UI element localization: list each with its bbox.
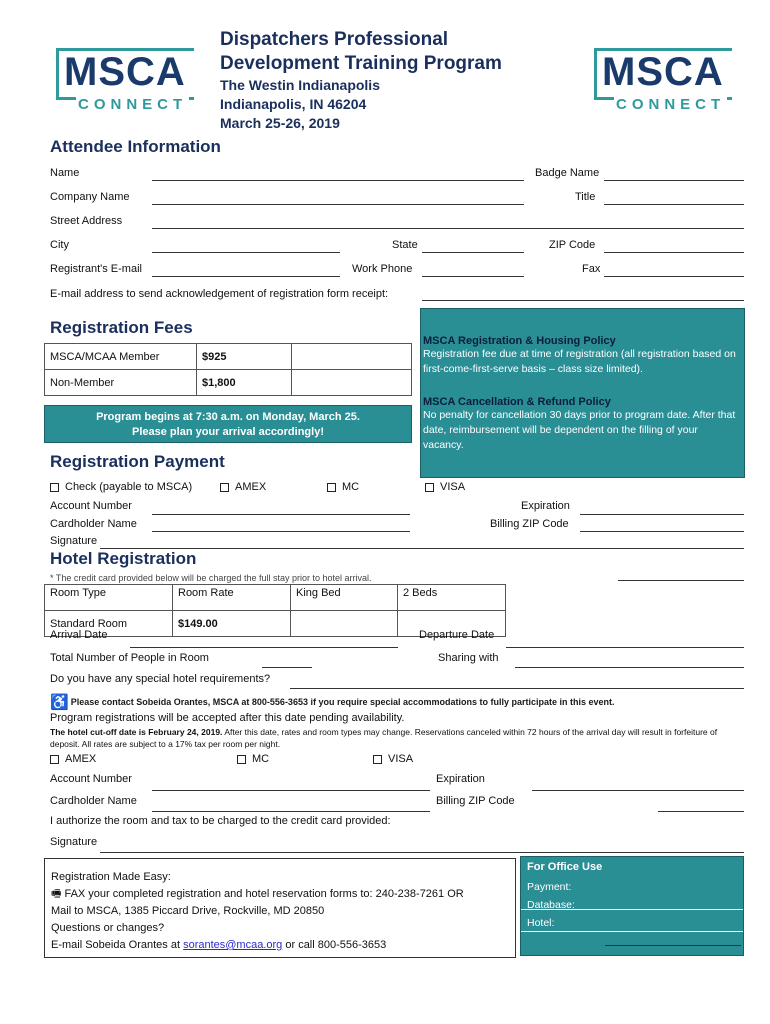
logo-subtext: CONNECT: [616, 96, 726, 113]
email-pre: E-mail Sobeida Orantes at: [51, 939, 184, 951]
zip-field[interactable]: [604, 252, 744, 253]
fees-table: [44, 343, 412, 396]
table-row: [45, 344, 412, 370]
sharing-field[interactable]: [515, 667, 744, 668]
table-row: [45, 370, 412, 396]
billing-zip-field[interactable]: [580, 531, 744, 532]
checkbox[interactable]: [327, 483, 336, 492]
cutoff-bold: The hotel cut-off date is February 24, 2019.: [50, 727, 223, 737]
office-hotel-label: Hotel:: [527, 917, 555, 929]
hotel-note: * The credit card provided below will be charged the full stay prior to hotel arrival.: [50, 573, 372, 583]
cancellation-policy-text: No penalty for cancellation 30 days prior to program date. After that date, reimbursement will be dependent on the filling of your vacancy.: [423, 409, 736, 451]
company-field[interactable]: [152, 204, 524, 205]
email-post: or call 800-556-3653: [282, 939, 387, 951]
room-rate-cell: $149.00: [173, 611, 291, 637]
street-label: Street Address: [50, 215, 123, 227]
arrival-label: Arrival Date: [50, 629, 108, 641]
work-phone-label: Work Phone: [352, 263, 413, 275]
sharing-label: Sharing with: [438, 652, 499, 664]
office-use-heading: For Office Use: [527, 861, 603, 873]
mail-line: Mail to MSCA, 1385 Piccard Drive, Rockville, MD 20850: [51, 905, 325, 917]
logo-text: MSCA: [64, 50, 186, 94]
special-label: Do you have any special hotel requirements?: [50, 673, 271, 685]
badge-name-field[interactable]: [604, 180, 744, 181]
authorize-text: I authorize the room and tax to be charged to the credit card provided:: [50, 815, 391, 827]
name-label: Name: [50, 167, 80, 179]
event-title-line1: Dispatchers Professional: [220, 29, 449, 50]
state-label: State: [392, 239, 418, 251]
state-field[interactable]: [422, 252, 524, 253]
account-field[interactable]: [152, 514, 410, 515]
event-venue: The Westin Indianapolis: [220, 77, 380, 93]
hotel-signature-label: Signature: [50, 836, 98, 848]
made-easy-heading: Registration Made Easy:: [51, 871, 171, 883]
questions-line: Questions or changes?: [51, 922, 165, 934]
cardholder-field[interactable]: [152, 531, 410, 532]
hotel-visa-label: VISA: [388, 753, 414, 765]
payment-heading: Registration Payment: [50, 452, 225, 471]
amex-option[interactable]: [220, 481, 266, 493]
fax-label: Fax: [582, 263, 601, 275]
accessibility-text: Please contact Sobeida Orantes, MSCA at 800-556-3653 if you require special accommodations to fully participate in this event.: [70, 697, 615, 707]
expiration-field[interactable]: [580, 514, 744, 515]
email-line: [51, 937, 509, 954]
fee-label: Non-Member: [45, 370, 197, 396]
registration-policy-text: Registration fee due at time of registration (all registration based on first-come-first-serve basis – class size limited).: [423, 348, 736, 375]
fee-label: MSCA/MCAA Member: [45, 344, 197, 370]
title-label: Title: [575, 191, 596, 203]
departure-field[interactable]: [506, 647, 744, 648]
room-rate-header: Room Rate: [173, 585, 291, 611]
accepted-text: Program registrations will be accepted after this date pending availability.: [50, 712, 405, 724]
fax-field[interactable]: [604, 276, 744, 277]
hotel-account-label: Account Number: [50, 773, 132, 785]
special-field[interactable]: [290, 688, 744, 689]
checkbox[interactable]: [220, 483, 229, 492]
zip-label: ZIP Code: [549, 239, 596, 251]
accessibility-line: [50, 693, 615, 711]
fax-icon: 🖷: [51, 888, 65, 900]
expiration-label: Expiration: [521, 500, 570, 512]
ack-email-field[interactable]: [422, 300, 744, 301]
email-field[interactable]: [152, 276, 340, 277]
mc-label: MC: [342, 481, 360, 493]
fee-price: $925: [197, 344, 292, 370]
notice-line2: Please plan your arrival accordingly!: [132, 426, 324, 438]
hotel-cardholder-label: Cardholder Name: [50, 795, 137, 807]
hotel-note-field[interactable]: [618, 580, 744, 581]
office-hotel-row: [527, 917, 737, 929]
arrival-field[interactable]: [130, 647, 398, 648]
check-label: Check (payable to MSCA): [65, 481, 193, 493]
event-dates: March 25-26, 2019: [220, 115, 340, 131]
hotel-cardholder-field[interactable]: [152, 811, 430, 812]
office-use-box: [520, 856, 744, 956]
cutoff-text: [50, 726, 740, 750]
departure-label: Departure Date: [419, 629, 495, 641]
notice-line1: Program begins at 7:30 a.m. on Monday, March 25.: [96, 411, 360, 423]
hotel-expiration-field[interactable]: [532, 790, 744, 791]
checkbox[interactable]: [50, 755, 59, 764]
registration-policy-heading: MSCA Registration & Housing Policy: [423, 335, 616, 347]
hotel-mc-label: MC: [252, 753, 270, 765]
fax-text: FAX your completed registration and hotel reservation forms to: 240-238-7261 OR: [64, 888, 464, 900]
office-hotel-field[interactable]: [605, 945, 741, 946]
hotel-visa-option[interactable]: [373, 753, 413, 765]
hotel-expiration-label: Expiration: [436, 773, 485, 785]
policy-box: [420, 308, 745, 478]
program-start-notice: [44, 405, 412, 443]
visa-label: VISA: [440, 481, 466, 493]
company-label: Company Name: [50, 191, 130, 203]
office-database-label: Database:: [527, 899, 575, 911]
signature-field[interactable]: [100, 548, 744, 549]
office-payment-row: [527, 881, 737, 893]
king-bed-cell[interactable]: [291, 611, 398, 637]
king-bed-header: King Bed: [291, 585, 398, 611]
event-header: [220, 28, 502, 133]
title-field[interactable]: [604, 204, 744, 205]
room-type-cell: Standard Room: [45, 611, 173, 637]
work-phone-field[interactable]: [422, 276, 524, 277]
checkbox[interactable]: [425, 483, 434, 492]
event-city: Indianapolis, IN 46204: [220, 96, 367, 112]
fax-line: [51, 886, 509, 903]
city-label: City: [50, 239, 69, 251]
email-label: Registrant's E-mail: [50, 263, 142, 275]
checkbox[interactable]: [50, 483, 59, 492]
logo-text: MSCA: [602, 50, 724, 94]
billing-zip-label: Billing ZIP Code: [490, 518, 569, 530]
hotel-amex-label: AMEX: [65, 753, 97, 765]
wheelchair-icon: ♿: [50, 694, 69, 711]
mc-option[interactable]: [327, 481, 359, 493]
hotel-signature-field[interactable]: [100, 852, 744, 853]
total-people-field[interactable]: [262, 667, 312, 668]
city-field[interactable]: [152, 252, 340, 253]
name-field[interactable]: [152, 180, 524, 181]
check-option[interactable]: [50, 481, 192, 493]
logo-subtext: CONNECT: [78, 96, 188, 113]
hotel-billing-zip-label: Billing ZIP Code: [436, 795, 515, 807]
fee-price: $1,800: [197, 370, 292, 396]
hotel-mc-option[interactable]: [237, 753, 269, 765]
total-people-label: Total Number of People in Room: [50, 652, 209, 664]
email-link[interactable]: sorantes@mcaa.org: [183, 939, 283, 951]
signature-label: Signature: [50, 535, 98, 547]
account-label: Account Number: [50, 500, 132, 512]
hotel-account-field[interactable]: [152, 790, 430, 791]
two-beds-header: 2 Beds: [398, 585, 506, 611]
checkbox[interactable]: [237, 755, 246, 764]
table-row: [45, 585, 506, 611]
badge-name-label: Badge Name: [535, 167, 600, 179]
cardholder-label: Cardholder Name: [50, 518, 137, 530]
room-type-header: Room Type: [45, 585, 173, 611]
event-title-line2: Development Training Program: [220, 53, 502, 74]
amex-label: AMEX: [235, 481, 267, 493]
checkbox[interactable]: [373, 755, 382, 764]
hotel-billing-zip-field[interactable]: [658, 811, 744, 812]
visa-option[interactable]: [425, 481, 465, 493]
cutoff-rest: After this date, rates and room types may change. Reservations canceled within 72 hours of the arrival day will result in forfeiture of deposit. All rates are subject to a 17% tax per room per night.: [50, 727, 718, 749]
fees-heading: Registration Fees: [50, 318, 193, 337]
attendee-heading: Attendee Information: [50, 137, 221, 156]
cancellation-policy-heading: MSCA Cancellation & Refund Policy: [423, 396, 611, 408]
hotel-amex-option[interactable]: [50, 753, 96, 765]
registration-made-easy-box: [44, 858, 516, 958]
msca-connect-logo-left: [56, 48, 206, 114]
street-field[interactable]: [152, 228, 744, 229]
ack-email-label: E-mail address to send acknowledgement of registration form receipt:: [50, 288, 389, 300]
hotel-heading: Hotel Registration: [50, 549, 197, 568]
office-payment-label: Payment:: [527, 881, 572, 893]
fee-check-cell[interactable]: [292, 344, 412, 370]
msca-connect-logo-right: [594, 48, 744, 114]
fee-check-cell[interactable]: [292, 370, 412, 396]
